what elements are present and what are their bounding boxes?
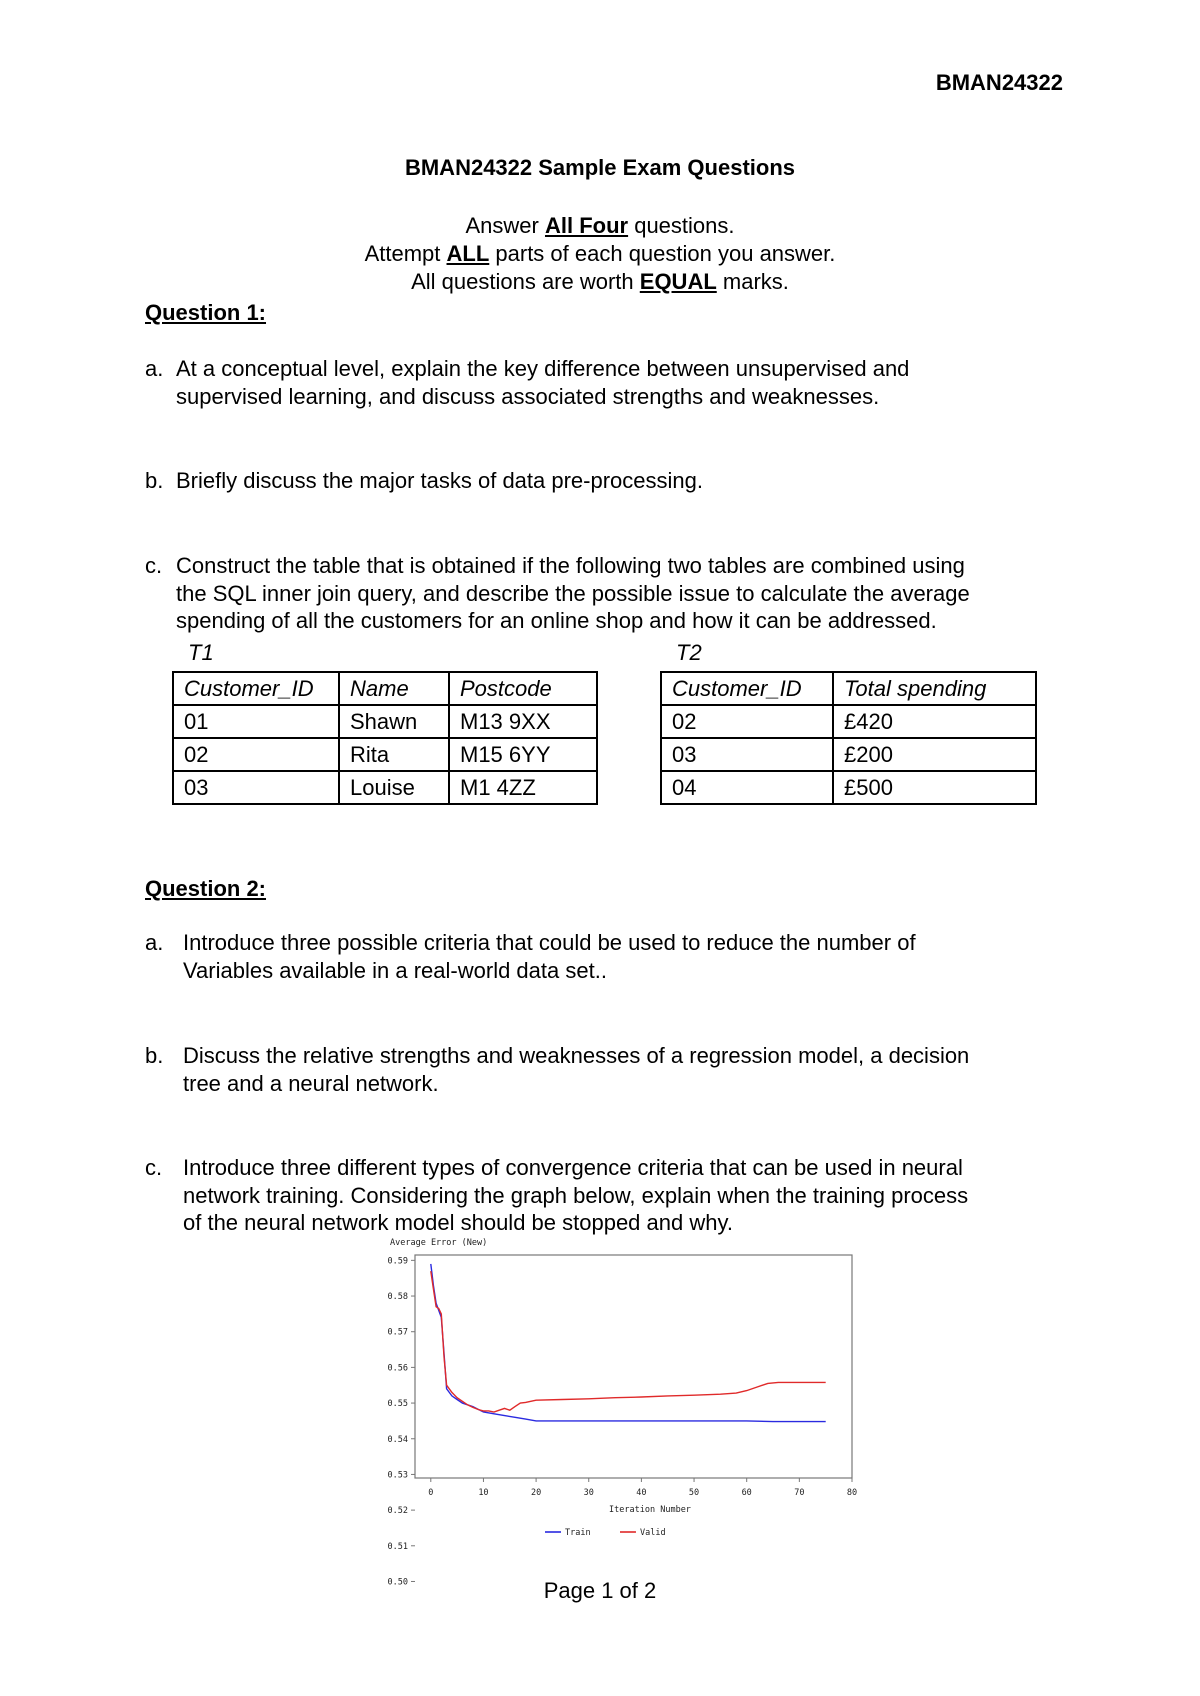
y-tick-label: 0.51	[387, 1541, 408, 1552]
table-cell: 03	[661, 738, 833, 771]
item-marker: c.	[145, 1155, 163, 1180]
item-line: tree and a neural network.	[183, 1070, 439, 1096]
table-t1	[172, 671, 598, 805]
table-t1-label: T1	[188, 640, 214, 665]
item-line: Construct the table that is obtained if the following two tables are combined using	[176, 553, 965, 578]
table-row	[173, 738, 597, 771]
page-title: BMAN24322 Sample Exam Questions	[404, 155, 796, 180]
item-line: Introduce three different types of convergence criteria that can be used in neural	[183, 1155, 963, 1180]
table-header-row	[661, 672, 1036, 705]
page-footer: Page 1 of 2	[543, 1578, 657, 1603]
y-tick-label: 0.56	[387, 1363, 408, 1374]
question-1-heading: Question 1:	[145, 300, 267, 325]
header-course-code: BMAN24322	[935, 70, 1063, 95]
y-tick-label: 0.53	[387, 1470, 408, 1481]
item-line: supervised learning, and discuss associated strengths and weaknesses.	[176, 383, 880, 409]
table-cell: M15 6YY	[449, 738, 597, 771]
legend-label: Valid	[640, 1528, 666, 1538]
legend-label: Train	[565, 1528, 591, 1538]
y-tick-label: 0.55	[387, 1399, 408, 1410]
instruction-line-1	[0, 213, 1200, 239]
question-1b	[145, 467, 1065, 497]
x-tick-label: 60	[741, 1488, 752, 1498]
column-header: Customer_ID	[173, 672, 339, 705]
table-cell: M13 9XX	[449, 705, 597, 738]
question-2c	[145, 1154, 1065, 1239]
y-tick-label: 0.54	[387, 1434, 408, 1445]
instruction-text: Answer	[465, 213, 545, 238]
item-marker: a.	[145, 930, 164, 955]
x-axis-label: Iteration Number	[609, 1505, 691, 1515]
instruction-emphasis: ALL	[446, 241, 490, 266]
item-line: Discuss the relative strengths and weaknesses of a regression model, a decision	[183, 1043, 970, 1068]
column-header: Name	[339, 672, 449, 705]
table-cell: Rita	[339, 738, 449, 771]
x-tick-label: 70	[794, 1488, 805, 1498]
table-cell: £200	[833, 738, 1036, 771]
item-line: the SQL inner join query, and describe the possible issue to calculate the average	[176, 580, 970, 606]
table-row	[173, 771, 597, 804]
item-line: Introduce three possible criteria that could be used to reduce the number of	[183, 930, 916, 955]
question-1c	[145, 552, 1065, 637]
column-header: Postcode	[449, 672, 597, 705]
column-header: Total spending	[833, 672, 1036, 705]
instruction-emphasis: EQUAL	[639, 269, 717, 294]
item-line: Briefly discuss the major tasks of data pre-processing.	[176, 468, 704, 493]
table-cell: 04	[661, 771, 833, 804]
y-tick-label: 0.52	[387, 1506, 408, 1517]
table-cell: 01	[173, 705, 339, 738]
y-tick-label: 0.59	[387, 1256, 408, 1267]
instruction-line-2	[0, 241, 1200, 267]
column-header: Customer_ID	[661, 672, 833, 705]
item-marker: c.	[145, 553, 163, 578]
x-tick-label: 80	[846, 1488, 858, 1498]
table-cell: Shawn	[339, 705, 449, 738]
plot-frame	[415, 1255, 852, 1478]
item-line: spending of all the customers for an online shop and how it can be addressed.	[176, 608, 937, 633]
question-2b	[145, 1042, 1065, 1102]
item-marker: a.	[145, 356, 164, 381]
instruction-text: All questions are worth	[411, 269, 640, 294]
table-cell: 02	[173, 738, 339, 771]
y-tick-label: 0.50	[387, 1577, 408, 1588]
x-tick-label: 10	[478, 1488, 489, 1498]
instruction-text: Attempt	[364, 241, 447, 266]
table-t2	[660, 671, 1037, 805]
item-line: Variables available in a real-world data set..	[183, 957, 607, 983]
table-cell: M1 4ZZ	[449, 771, 597, 804]
x-tick-label: 40	[636, 1488, 647, 1498]
instruction-text: marks.	[716, 269, 789, 294]
x-tick-label: 0	[428, 1488, 434, 1498]
x-tick-label: 30	[583, 1488, 594, 1498]
item-marker: b.	[145, 1043, 164, 1068]
table-row	[173, 705, 597, 738]
question-2a	[145, 929, 1065, 989]
chart-title: Average Error (New)	[390, 1238, 488, 1248]
table-t2-label: T2	[676, 640, 702, 665]
x-tick-label: 20	[530, 1488, 542, 1498]
table-row	[661, 705, 1036, 738]
y-tick-label: 0.58	[387, 1292, 408, 1303]
instruction-emphasis: All Four	[544, 213, 629, 238]
table-header-row	[173, 672, 597, 705]
question-2-heading: Question 2:	[145, 876, 267, 901]
item-line: network training. Considering the graph below, explain when the training process	[183, 1182, 969, 1208]
table-row	[661, 738, 1036, 771]
question-1a	[145, 355, 1065, 415]
table-cell: £420	[833, 705, 1036, 738]
y-tick-label: 0.57	[387, 1327, 408, 1338]
instruction-text: questions.	[628, 213, 735, 238]
x-tick-label: 50	[688, 1488, 700, 1498]
series-line-valid	[431, 1271, 826, 1412]
instruction-line-3	[0, 269, 1200, 295]
table-cell: 02	[661, 705, 833, 738]
item-line: of the neural network model should be stopped and why.	[183, 1210, 733, 1235]
item-marker: b.	[145, 468, 164, 493]
table-cell: £500	[833, 771, 1036, 804]
item-line: At a conceptual level, explain the key difference between unsupervised and	[176, 356, 910, 381]
series-line-train	[431, 1264, 826, 1422]
instruction-text: parts of each question you answer.	[489, 241, 836, 266]
table-cell: 03	[173, 771, 339, 804]
table-cell: Louise	[339, 771, 449, 804]
table-row	[661, 771, 1036, 804]
